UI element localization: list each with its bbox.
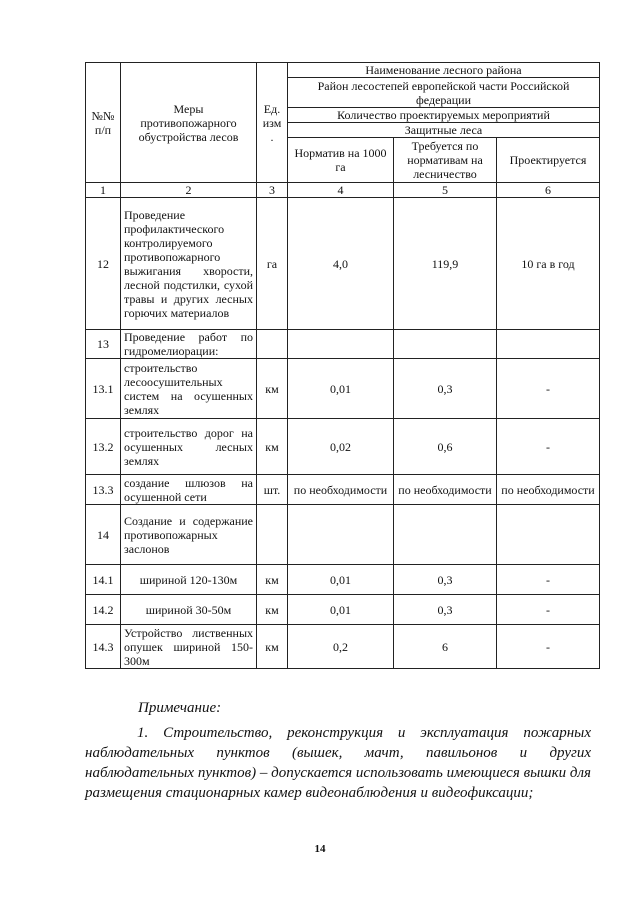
row-num: 14.1 [86,565,121,595]
table-row [86,565,600,595]
header-num: №№ п/п [86,63,121,183]
row-measure: создание шлюзов на осушенной сети [121,475,257,505]
row-measure: Проведение профилактического контролируемого противопожарного выжигания хворости, лесной подстилки, сухой травы и других лесных горючих материалов [121,198,257,330]
row-unit: шт. [257,475,288,505]
note-item-1: 1. Строительство, реконструкция и эксплуатация пожарных наблюдательных пунктов (вышек, мачт, павильонов и других наблюдательных пунктов) – допускается использовать имеющиеся вышки для размещения стационарных камер видеонаблюдения и видеофиксации; [85,725,591,801]
row-unit: км [257,359,288,419]
row-projected: - [497,419,600,475]
col-num-3: 3 [257,183,288,198]
header-projected: Проектируется [497,138,600,183]
col-num-1: 1 [86,183,121,198]
row-unit: км [257,419,288,475]
row-unit: км [257,565,288,595]
row-measure: строительство дорог на осушенных лесных землях [121,419,257,475]
page-number: 14 [314,843,326,855]
table-row [86,419,600,475]
table-row [86,198,600,330]
row-num: 14.3 [86,625,121,669]
row-projected: - [497,565,600,595]
col-num-5: 5 [394,183,497,198]
row-required: 6 [394,625,497,669]
header-row-1 [86,63,600,78]
row-measure: Устройство лиственных опушек шириной 150-300м [121,625,257,669]
header-planned-qty: Количество проектируемых мероприятий [288,108,600,123]
row-projected: - [497,359,600,419]
row-required: 0,6 [394,419,497,475]
table-row [86,625,600,669]
row-projected: 10 га в год [497,198,600,330]
row-norm: по необходимости [288,475,394,505]
note-heading: Примечание: [138,700,222,716]
row-unit: км [257,625,288,669]
row-measure: строительство лесоосушительных систем на осушенных землях [121,359,257,419]
header-forest-region: Наименование лесного района [288,63,600,78]
table-row [86,595,600,625]
row-measure: шириной 30-50м [121,595,257,625]
row-norm: 0,01 [288,595,394,625]
table-row [86,475,600,505]
row-num: 12 [86,198,121,330]
row-unit [257,330,288,359]
header-protective-forests: Защитные леса [288,123,600,138]
table-row [86,359,600,419]
row-required: по необходимости [394,475,497,505]
fire-measures-table [85,62,600,669]
row-required: 0,3 [394,595,497,625]
row-num: 14 [86,505,121,565]
row-unit: км [257,595,288,625]
row-measure: Проведение работ по гидромелиорации: [121,330,257,359]
row-measure: Создание и содержание противопожарных заслонов [121,505,257,565]
column-number-row [86,183,600,198]
row-norm [288,330,394,359]
row-norm: 0,01 [288,565,394,595]
row-projected: по необходимости [497,475,600,505]
row-projected: - [497,625,600,669]
header-norm: Норматив на 1000 га [288,138,394,183]
table-row [86,330,600,359]
row-unit: га [257,198,288,330]
row-projected [497,330,600,359]
header-measures: Меры противопожарного обустройства лесов [121,63,257,183]
row-projected [497,505,600,565]
row-required: 0,3 [394,565,497,595]
row-norm: 4,0 [288,198,394,330]
row-num: 13.1 [86,359,121,419]
table-row [86,505,600,565]
row-required [394,330,497,359]
row-required [394,505,497,565]
row-required: 119,9 [394,198,497,330]
row-required: 0,3 [394,359,497,419]
row-norm: 0,2 [288,625,394,669]
col-num-4: 4 [288,183,394,198]
row-projected: - [497,595,600,625]
header-required: Требуется по нормативам на лесничество [394,138,497,183]
header-steppe-region: Район лесостепей европейской части Российской федерации [288,78,600,108]
col-num-6: 6 [497,183,600,198]
row-norm: 0,02 [288,419,394,475]
row-measure: шириной 120-130м [121,565,257,595]
row-num: 13.2 [86,419,121,475]
row-num: 13.3 [86,475,121,505]
row-num: 14.2 [86,595,121,625]
row-norm [288,505,394,565]
row-norm: 0,01 [288,359,394,419]
header-unit: Ед. изм . [257,63,288,183]
col-num-2: 2 [121,183,257,198]
row-num: 13 [86,330,121,359]
row-unit [257,505,288,565]
